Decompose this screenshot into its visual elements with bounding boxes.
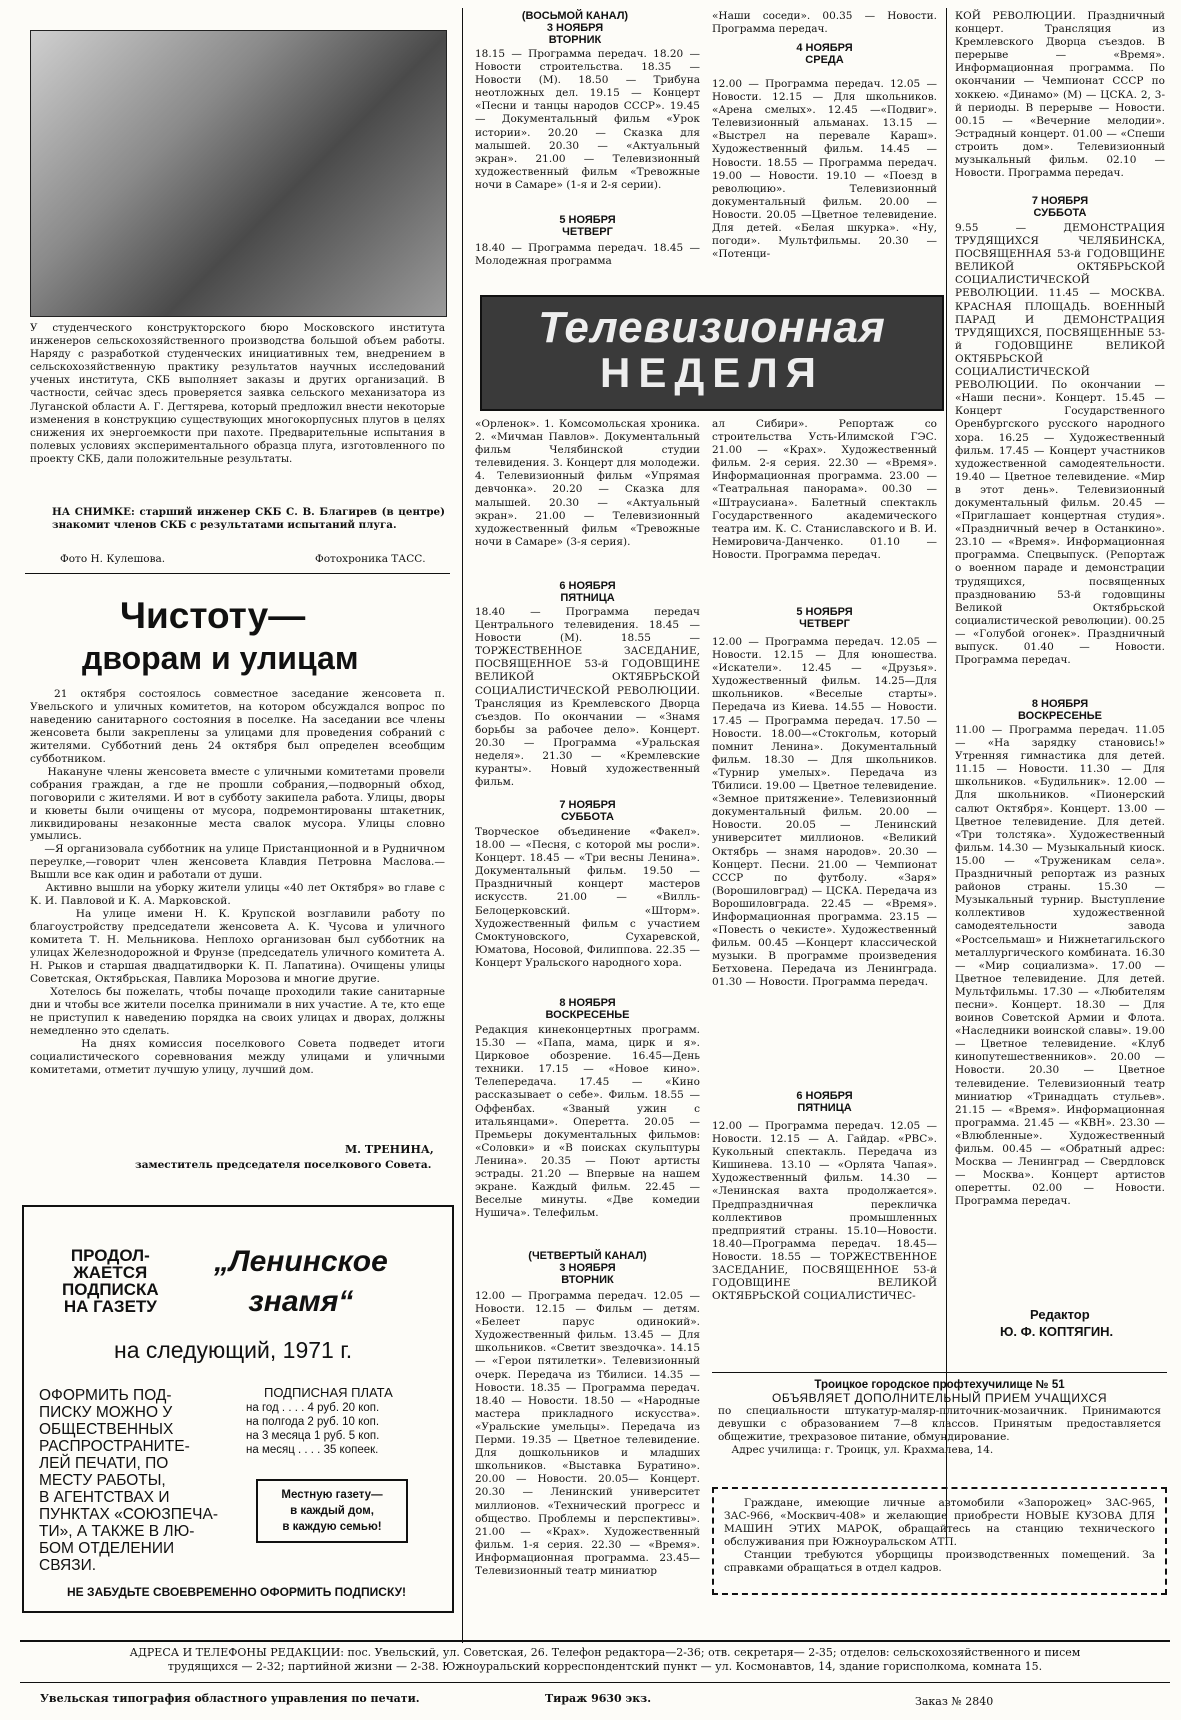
footer-rule [20, 1640, 1170, 1642]
subscription-prices: на год . . . . 4 руб. 20 коп. на полгода 2 руб. 10 коп. на 3 месяца 1 руб. 5 коп. на месяц . . . . 35 копеек. [246, 1402, 380, 1456]
column-rule [462, 8, 463, 1643]
footer-circulation: Тираж 9630 экз. [545, 1692, 652, 1705]
column-rule [946, 8, 947, 1538]
tv-c1-mid: «Орленок». 1. Комсомольская хроника. 2. «Мичман Павлов». Документальный фильм Челябинской студии телевидения. 3. Концерт для молодежи. 4. Телевизионный фильм «Упрямая девчонка». 20.20 — Сказка для малышей. 20.30 — «Актуальный экран». 21.00 — Телевизионный художественный фильм «Тревожные ночи в Самаре» (3-я серия). [475, 418, 700, 548]
subscription-box [22, 1205, 454, 1613]
tv-c2-thu: 12.00 — Программа передач. 12.05 — Новости. 12.15 — Для юношества. «Искатели». 12.45 — «Друзья». Художественный фильм. 14.25—Для школьников. «Веселые старты». Передача из Киева. 14.55 — Новости. 17.45 — Программа передач. 17.50 — Новости. 18.00—«Стокгольм, который помнит Ленина». Документальный фильм. 18.30 — Для школьников. «Турнир умелых». Передача из Тбилиси. 19.00 — Цветное телевидение. «Земное притяжение». Телевизионный документальный фильм. 20.00 — Новости. 20.05 — Ленинский университет миллионов. «Великий Октябрь — знамя народов». 20.30 — Концерт. Песни. 21.00 — Чемпионат СССР по футболу. «Заря» (Ворошиловград) — ЦСКА. Передача из Ворошиловграда. 22.45 — «Время». Информационная программа. 23.15 — «Повесть о чекисте». Художественный фильм. 00.45 —Концерт классической музыки. В программе произведения Бетховена. Передача из Ленинграда. 01.30 — Новости. Программа передач. [712, 636, 937, 989]
subscription-paper: „Ленинское знамя“ [214, 1245, 388, 1318]
subscription-left: ОФОРМИТЬ ПОД- ПИСКУ МОЖНО У ОБЩЕСТВЕННЫХ РАСПРОСТРАНИТЕ- ЛЕЙ ПЕЧАТИ, ПО МЕСТУ РАБОТЫ, В АГЕНТСТВАХ И ПУНКТАХ «СОЮЗПЕЧА- ТИ», А ТАКЖЕ В ЛЮ- БОМ ОТДЕЛЕНИИ СВЯЗИ. [39, 1387, 219, 1574]
car-ad-p2: Станции требуются уборщицы производственных помещений. За справками обращаться в отдел кадров. [724, 1549, 1155, 1575]
tv-c3-sat: 9.55 — ДЕМОНСТРАЦИЯ ТРУДЯЩИХСЯ ЧЕЛЯБИНСКА, ПОСВЯЩЕННАЯ 53-й ГОДОВЩИНЕ ВЕЛИКОЙ ОКТЯБРЬСКОЙ СОЦИАЛИСТИЧЕСКОЙ РЕВОЛЮЦИИ. 11.45 — МОСКВА. КРАСНАЯ ПЛОЩАДЬ. ВОЕННЫЙ ПАРАД И ДЕМОНСТРАЦИЯ ТРУДЯЩИХСЯ, ПОСВЯЩЕННЫЕ 53-й ГОДОВЩИНЕ ВЕЛИКОЙ ОКТЯБРЬСКОЙ СОЦИАЛИСТИЧЕСКОЙ РЕВОЛЮЦИИ. По окончании — «Наши песни». Концерт. 15.45 — Концерт Государственного Оренбургского русского народного хора. 16.25 — Художественный фильм. 17.45 — Концерт участников художественной самодеятельности. 19.40 — Цветное телевидение. «Мир в этот день». Телевизионный документальный фильм. 20.45 — «Приглашает концертная студия». «Праздничный вечер в Останкино». 23.10 — «Время». Информационная программа. Спецвыпуск. (Репортаж о военном параде и демонстрации трудящихся, посвященных празднованию 53-й годовщины Великой Октябрьской социалистической революции). 00.25 — «Голубой огонек». Праздничный выпуск. 01.40 — Новости. Программа передач. [955, 222, 1165, 667]
photo-caption: У студенческого конструкторского бюро Московского института инженеров сельскохозяйственного производства большой объем работы. Наряду с разработкой студенческих инициативных тем, внедрением в сельскохозяйственную практику результатов научных исследований ученых института, СКБ выполняет заказы и других организаций. В частности, сейчас здесь проверяется заявка сельского механизатора из Луганской области А. Г. Дегтярева, который предложил внести некоторые изменения в конструкцию существующих многокорпусных плугов в целях снижения их энергоемкости при пахоте. Предварительные испытания в полевых условиях экспериментального образца плуга, изготовленного по проекту СКБ, дали положительные результаты. [30, 322, 445, 465]
subscription-footer: НЕ ЗАБУДЬТЕ СВОЕВРЕМЕННО ОФОРМИТЬ ПОДПИСКУ! [66, 1585, 407, 1599]
tv-c1-sun: Редакция кинеконцертных программ. 15.30 — «Папа, мама, цирк и я». Цирковое обозрение. 16.45—День техники. 17.15 — «Новое кино». Телепередача. 17.45 — «Кино рассказывает о себе». Фильм. 18.55 — Оффенбах. «Званый ужин с итальянцами». Оперетта. 20.05 — Премьеры документальных фильмов: «Соловки» и «В поисках скульптуры Ленина». 20.35 — Поют артисты эстрады. 21.20 — Впервые на нашем экране. Каждый фильм. 22.45 — Веселые минуты. «Две комедии Нушича». Телефильм. [475, 1024, 700, 1220]
footer-printer: Увельская типография областного управления по печати. [40, 1692, 420, 1705]
school-ad-body: по специальности штукатур-маляр-плиточник-мозаичник. Принимаются девушки с образованием 7—8 классов. Принятым предоставляется общежитие, трехразовое питание, обмундирование. Адрес училища: г. Троицк, ул. Крахмалева, 14. [718, 1405, 1161, 1457]
divider [25, 573, 450, 574]
tv-c2-mid: ал Сибири». Репортаж со строительства Усть-Илимской ГЭС. 21.00 — «Крах». Художественный фильм. 2-я серия. 22.30 — «Время». Информационная программа. 23.00 — «Театральная панорама». 00.30 — «Штраусиана». Балетный спектакль Государственного академического театра им. К. С. Станиславского и В. И. Немировича-Данченко. 01.10 — Новости. Программа передач. [712, 418, 937, 561]
article-author-role: заместитель председателя поселкового Совета. [135, 1159, 432, 1171]
tv-c3-sat-h: 7 НОЯБРЯ СУББОТА [1031, 195, 1089, 219]
school-ad-title: Троицкое городское профтехучилище № 51 [814, 1379, 1065, 1391]
tv-c3-sun: 11.00 — Программа передач. 11.05 — «На зарядку становись!» Утренняя гимнастика для детей. 11.15 — Новости. 11.30 — Для школьников. «Будильник». 12.00 — Для школьников. «Пионерский салют Октября». Концерт. 13.00 — Цветное телевидение. Для детей. «Три толстяка». Художественный фильм. 14.30 — Музыкальный киоск. 15.00 — «Труженикам села». Праздничный репортаж из разных районов страны. 15.30 — Музыкальный турнир. Выступление коллективов художественной самодеятельности завода «Ростсельмаш» и Нижнетагильского металлургического комбината. 16.30 — «Мир социализма». 17.00 — Цветное телевидение. Для детей. Мультфильмы. 17.30 — «Любителям песни». Концерт. 18.30 — Для воинов Советской Армии и Флота. «Наследники воинской славы». 19.00 — Цветное телевидение. «Клуб кинопутешественников». 20.00 — Новости. 20.30 — Цветное телевидение. Телевизионный театр миниатюр «Тринадцать стульев». 21.15 — «Время». Информационная программа. 21.45 — «КВН». 23.30 — «Влюбленные». Художественный фильм. 00.45 — «Обратный адрес: Москва — Ленинград — Свердловск — Москва». Концерт артистов оперетты. 02.00 — Новости. Программа передач. [955, 724, 1165, 1208]
tv-c1-ch4-h: (ЧЕТВЕРТЫЙ КАНАЛ) 3 НОЯБРЯ ВТОРНИК [528, 1250, 647, 1286]
tv-c1-mid-body: 18.40 — Программа передач Центрального телевидения. 18.45 —Новости (М). 18.55 — ТОРЖЕСТВЕННОЕ ЗАСЕДАНИЕ, ПОСВЯЩЕННОЕ 53-й ГОДОВЩИНЕ ВЕЛИКОЙ ОКТЯБРЬСКОЙ СОЦИАЛИСТИЧЕСКОЙ РЕВОЛЮЦИИ. Трансляция из Кремлевского Дворца съездов. По окончании — «Знамя борьбы за рабочее дело». Концерт. 20.30 — Программа «Уральская неделя». 21.30 — «Кремлевские куранты». Новый художественный фильм. [475, 606, 700, 789]
tv-c1-head: (ВОСЬМОЙ КАНАЛ) 3 НОЯБРЯ ВТОРНИК [521, 10, 629, 46]
tv-c3-top: КОЙ РЕВОЛЮЦИИ. Праздничный концерт. Трансляция из Кремлевского Дворца съездов. В перерыве — «Время». Информационная программа. По окончании — Чемпионат СССР по хоккею. «Динамо» (М) — ЦСКА. 2, 3-й периоды. В перерыве — Новости. 00.15 — «Вечерние мелодии». Эстрадный концерт. 01.00 — «Спеши строить дом». Телевизионный музыкальный фильм. 02.10 — Новости. Программа передач. [955, 10, 1165, 180]
news-photo [30, 30, 447, 317]
editor-label: Редактор [1030, 1307, 1090, 1322]
car-ad [712, 1487, 1167, 1595]
photo-snimke: НА СНИМКЕ: старший инженер СКБ С. В. Благирев (в центре) знакомит членов СКБ с результатами испытаний плуга. [52, 506, 445, 532]
tv-c3-sun-h: 8 НОЯБРЯ ВОСКРЕСЕНЬЕ [1017, 698, 1103, 722]
tv-c2-top-body: 12.00 — Программа передач. 12.05 — Новости. 12.15 — Для школьников. «Арена смелых». 12.45 —«Подвиг». Телевизионный альманах. 13.15 — «Выстрел на перевале Караш». Художественный фильм. 14.45 — Новости. 18.55 — Программа передач. 19.00 — Новости. 19.10 — «Поезд в революцию». Телевизионный документальный фильм. 20.00 — Новости. 20.05 —Цветное телевидение. Для детей. «Белая шкурка». «Ну, погоди». Мультфильмы. 20.30 — «Потенци- [712, 78, 937, 261]
subscription-year: на следующий, 1971 г. [114, 1337, 353, 1363]
tv-c1-top: 18.15 — Программа передач. 18.20 — Новости строительства. 18.35 — Новости (М). 18.50 — Трибуна неотложных дел. 19.15 — Концерт «Песни и танцы народов СССР». 19.45 — Документальный фильм «Урок истории». 20.20 — Сказка для малышей. 20.30 — «Актуальный экран». 21.00 — Телевизионный художественный фильм «Тревожные ночи в Самаре» (1-я и 2-я серии). [475, 48, 700, 191]
tv-c2-fri: 12.00 — Программа передач. 12.05 — Новости. 12.15 — А. Гайдар. «РВС». Кукольный спектакль. Передача из Кишинева. 13.10 — «Орлята Чапая». Художественный фильм. 14.30 — «Ленинская вахта продолжается». Предпраздничная перекличка коллективов промышленных предприятий страны. 15.10—Новости. 18.40—Программа передач. 18.45—Новости. 18.55 — ТОРЖЕСТВЕННОЕ ЗАСЕДАНИЕ, ПОСВЯЩЕННОЕ 53-й ГОДОВЩИНЕ ВЕЛИКОЙ ОКТЯБРЬСКОЙ СОЦИАЛИСТИЧЕС- [712, 1120, 937, 1303]
subscription-headline: ПРОДОЛ- ЖАЕТСЯ ПОДПИСКА НА ГАЗЕТУ [62, 1246, 159, 1316]
article-title-2: дворам и улицам [82, 640, 359, 676]
tv-c1-sat: Творческое объединение «Факел». 18.00 — «Песня, с которой мы росли». Концерт. 18.45 — «Три весны Ленина». Документальный фильм. 19.50 — Праздничный концерт мастеров искусств. 21.00 — «Вилль-Белоцерковский. «Шторм». Художественный фильм с участием Смоктуновского, Сухаревской, Юматова, Носовой, Филиппова. 22.35 — Концерт Уральского народного хора. [475, 826, 700, 969]
school-ad-headline: ОБЪЯВЛЯЕТ ДОПОЛНИТЕЛЬНЫЙ ПРИЕМ УЧАЩИХСЯ [772, 1391, 1107, 1405]
tv-c1-top2: 18.40 — Программа передач. 18.45 — Молодежная программа [475, 242, 700, 268]
car-ad-p1: Граждане, имеющие личные автомобили «Запорожец» ЗАС-965, ЗАС-966, «Москвич-408» и желающие приобрести НОВЫЕ КУЗОВА ДЛЯ МАШИН ЭТИХ МАРОК, обращайтесь на станцию технического обслуживания при Южноуральском АТП. [724, 1497, 1155, 1549]
article-author: М. ТРЕНИНА, [345, 1143, 434, 1156]
banner-line-2: НЕДЕЛЯ [600, 349, 824, 396]
banner-line-1: Телевизионная [538, 303, 886, 352]
tv-c2-top: «Наши соседи». 00.35 — Новости. Программа передач. [712, 10, 937, 36]
footer-order: Заказ № 2840 [915, 1695, 994, 1708]
school-ad [712, 1372, 1167, 1468]
tv-c1-ch4: 12.00 — Программа передач. 12.05 — Новости. 12.15 — Фильм — детям. «Белеет парус одинокий». Художественный фильм. 13.45 — Для школьников. «Светит звездочка». 14.15 — «Герои пятилетки». Телевизионный очерк. Передача из Тбилиси. 14.35 — Новости. 18.35 — Программа передач. 18.40 — Новости. 18.50 — «Народные мастера прикладного искусства». «Уральские умельцы». Передача из Перми. 19.35 — Цветное телевидение. Для дошкольников и младших школьников. «Выставка Буратино». 20.00 — Новости. 20.05— Концерт. 20.30 — Ленинский университет миллионов. «Технический прогресс и общество. Проблемы и перспективы». 21.00 — «Крах». Художественный фильм. 1-я серия. 22.30 — «Время». Информационная программа. 23.45— Телевизионный театр миниатюр [475, 1290, 700, 1577]
tv-c1-sat-h: 7 НОЯБРЯ СУББОТА [559, 799, 616, 823]
photo-credit-right: Фотохроника ТАСС. [315, 553, 426, 565]
article-title-1: Чистоту— [120, 595, 306, 636]
subscription-slogan: Местную газету— в каждый дом, в каждую семью! [256, 1479, 408, 1543]
tv-c1-mid-h: 6 НОЯБРЯ ПЯТНИЦА [559, 580, 616, 604]
tv-week-banner [480, 295, 944, 411]
tv-c2-fri-h: 6 НОЯБРЯ ПЯТНИЦА [796, 1090, 853, 1114]
tv-c1-sun-h: 8 НОЯБРЯ ВОСКРЕСЕНЬЕ [545, 997, 630, 1021]
tv-c2-thu-h: 5 НОЯБРЯ ЧЕТВЕРГ [796, 606, 853, 630]
subscription-price-title: ПОДПИСНАЯ ПЛАТА [264, 1385, 393, 1400]
photo-credit-left: Фото Н. Кулешова. [60, 553, 166, 565]
footer-address: АДРЕСА И ТЕЛЕФОНЫ РЕДАКЦИИ: пос. Увельский, ул. Советская, 26. Телефон редактора—2-36; отв. секретаря— 2-35; отделов: сельскохозяйственного и писем трудящихся — 2-32; партийной жизни — 2-38. Южноуральский корреспондентский пункт — ул. Космонавтов, 14, здание горисполкома, комната 15. [129, 1646, 1081, 1673]
article-body: 21 октября состоялось совместное заседание женсовета п. Увельского и уличных комитетов, на котором обсуждался вопрос по наведению санитарного состояния в поселке. На заседании все члены женсовета были закреплены за улицами для проведения собраний с жителями. Субботний день 24 октября был определен всеобщим субботником. Накануне члены женсовета вместе с уличными комитетами провели собрания граждан, а где не прошли собрания,—подворный обход, поговорили с жителями. И вот в субботу закипела работа. Улицы, дворы и кюветы были очищены от мусора, подремонтированы штакетник, ликвидированы незаконные места свалок мусора. Улицы словно умылись. —Я организовала субботник на улице Пристанционной и в Рудничном переулке,—говорит член женсовета Клавдия Петровна Маслова.—Вышли все как один и работали от души. Активно вышли на уборку жители улицы «40 лет Октября» во главе с К. И. Павловой и К. А. Марковской. На улице имени Н. К. Крупской возглавили работу по благоустройству председатели женсовета А. К. Чусова и уличного комитета Т. Н. Мельникова. Неплохо организован был субботник на улицах Железнодорожной и Фрунзе (председатель уличного комитета А. Н. Рыков и старшая двадцатидворки К. П. Лапатина). Очищены улицы Советская, Октябрьская, Павлика Морозова и многие другие. Хотелось бы пожелать, чтобы почаще проходили такие санитарные дни и чтобы все жители поселка принимали в них участие. А те, кто еще не приступил к наведению порядка на своих улицах и дворах, должны немедленно это сделать. На днях комиссия поселкового Совета подведет итоги социалистического соревнования между улицами и уличными комитетами, отметит лучшую улицу, лучший дом. [30, 688, 445, 1076]
editor-name: Ю. Ф. КОПТЯГИН. [1000, 1324, 1114, 1339]
tv-c2-top-h: 4 НОЯБРЯ СРЕДА [796, 42, 853, 66]
footer-rule-2 [20, 1682, 1170, 1683]
tv-c1-top-h2: 5 НОЯБРЯ ЧЕТВЕРГ [559, 214, 616, 238]
